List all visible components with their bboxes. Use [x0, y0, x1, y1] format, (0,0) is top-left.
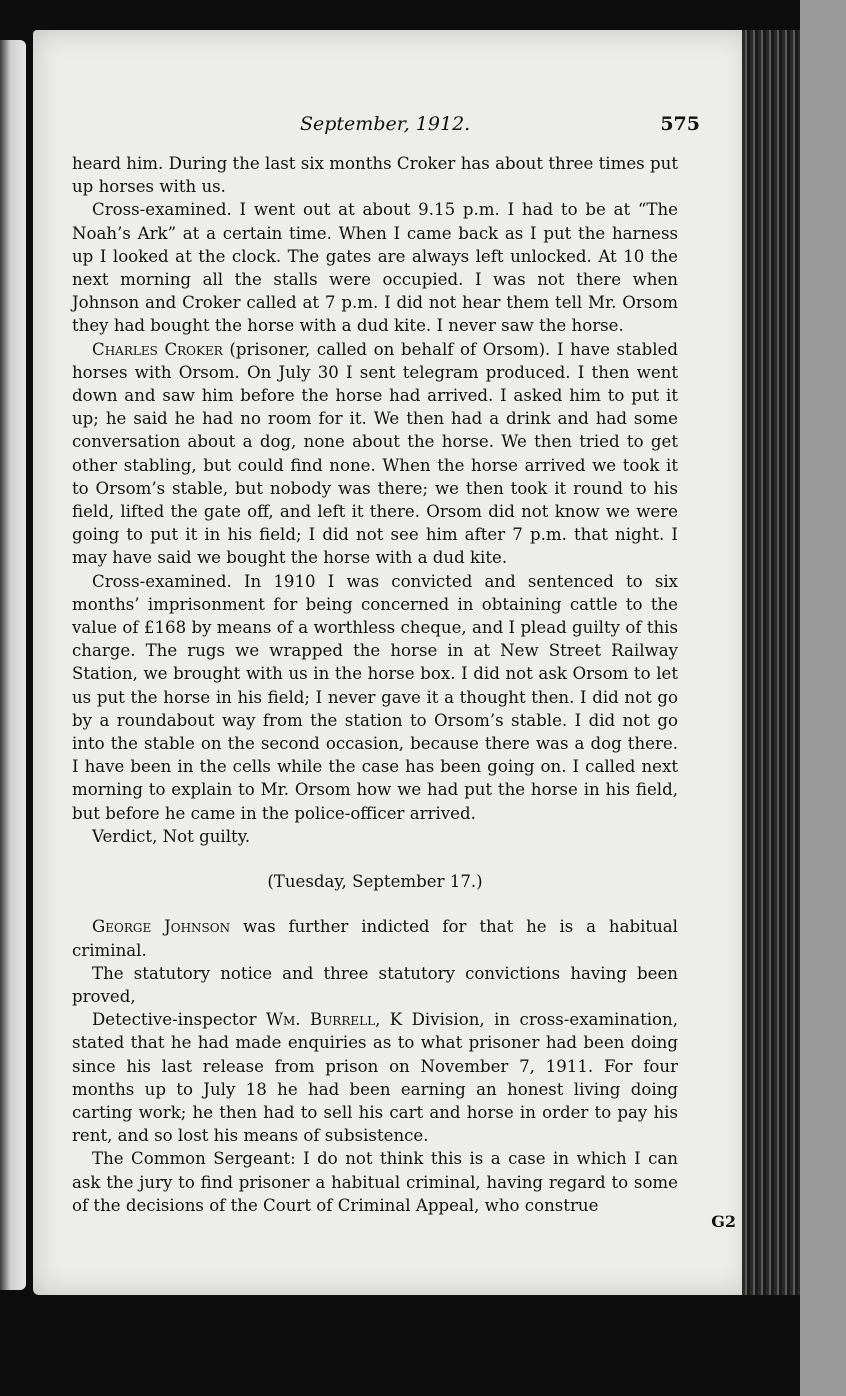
- paragraph-body: was further indicted for that he is a habitual criminal.: [72, 917, 678, 960]
- page-number: 575: [660, 113, 700, 135]
- paragraph-body: , K Division, in cross-examination, stated that he had made enquiries as to what prisoner had been doing since his last release from prison on November 7, 1911. For four months up to July 18 he had been earning an honest living doing carting work; he then had to sell his cart and horse in order to pay his rent, and so lost his means of subsistence.: [72, 1010, 678, 1146]
- facing-page-edge: [0, 40, 26, 1290]
- paragraph: heard him. During the last six months Croker has about three times put up horses with us.: [72, 154, 678, 197]
- background-edge: [800, 0, 846, 1396]
- signature-mark: G2: [711, 1212, 736, 1231]
- page-header: [60, 113, 730, 143]
- paragraph: [72, 915, 678, 961]
- date-heading: (Tuesday, September 17.): [267, 872, 483, 892]
- running-head: September, 1912.: [300, 113, 471, 135]
- paragraph: Cross-examined. I went out at about 9.15 p.m. I had to be at “The Noah’s Ark” at a certain time. When I came back as I put the harness up I looked at the clock. The gates are always left unlocked. At 10 the next morning all the stalls were occupied. I was not there when Johnson and Croker called at 7 p.m. I did not hear them tell Mr. Orsom they had bought the horse with a dud kite. I never saw the horse.: [72, 200, 678, 336]
- verdict: Verdict, Not guilty.: [92, 826, 251, 846]
- paragraph-body: (prisoner, called on behalf of Orsom). I have stabled horses with Orsom. On July 30 I sent telegram produced. I then went down and saw him before the horse had arrived. I asked him to put it up; he said he had no room for it. We then had a drink and had some conversation about a dog, none about the horse. We then tried to get other stabling, but could find none. When the horse arrived we took it to Orsom’s stable, but nobody was there; we then took it round to his field, lifted the gate off, and left it there. Orsom did not know we were going to put it in his field; I did not see him after 7 p.m. that night. I may have said we bought the horse with a dud kite.: [72, 339, 678, 568]
- paragraph: [72, 1008, 678, 1147]
- paragraph: The Common Sergeant: I do not think this is a case in which I can ask the jury to find prisoner a habitual criminal, having regard to some of the decisions of the Court of Criminal Appeal, who construe: [72, 1149, 678, 1215]
- paragraph: The statutory notice and three statutory convictions having been proved,: [72, 963, 678, 1006]
- book-spine: [742, 30, 800, 1295]
- witness-name: Charles Croker: [92, 339, 223, 359]
- paragraph: Cross-examined. In 1910 I was convicted and sentenced to six months’ imprisonment for being concerned in obtaining cattle to the value of £168 by means of a worthless cheque, and I plead guilty of this charge. The rugs we wrapped the horse in at New Street Railway Station, we brought with us in the horse box. I did not ask Orsom to let us put the horse in his field; I never gave it a thought then. I did not go by a roundabout way from the station to Orsom’s stable. I did not go into the stable on the second occasion, because there was a dog there. I have been in the cells while the case has been going on. I called next morning to explain to Mr. Orsom how we had put the horse in his field, but before he came in the police-officer arrived.: [72, 571, 678, 823]
- paragraph-prefix: Detective-inspector: [92, 1010, 266, 1030]
- witness-name: Wm. Burrell: [265, 1010, 376, 1030]
- defendant-name: George Johnson: [92, 917, 231, 937]
- page-text: [72, 152, 678, 1217]
- paragraph: [72, 338, 678, 570]
